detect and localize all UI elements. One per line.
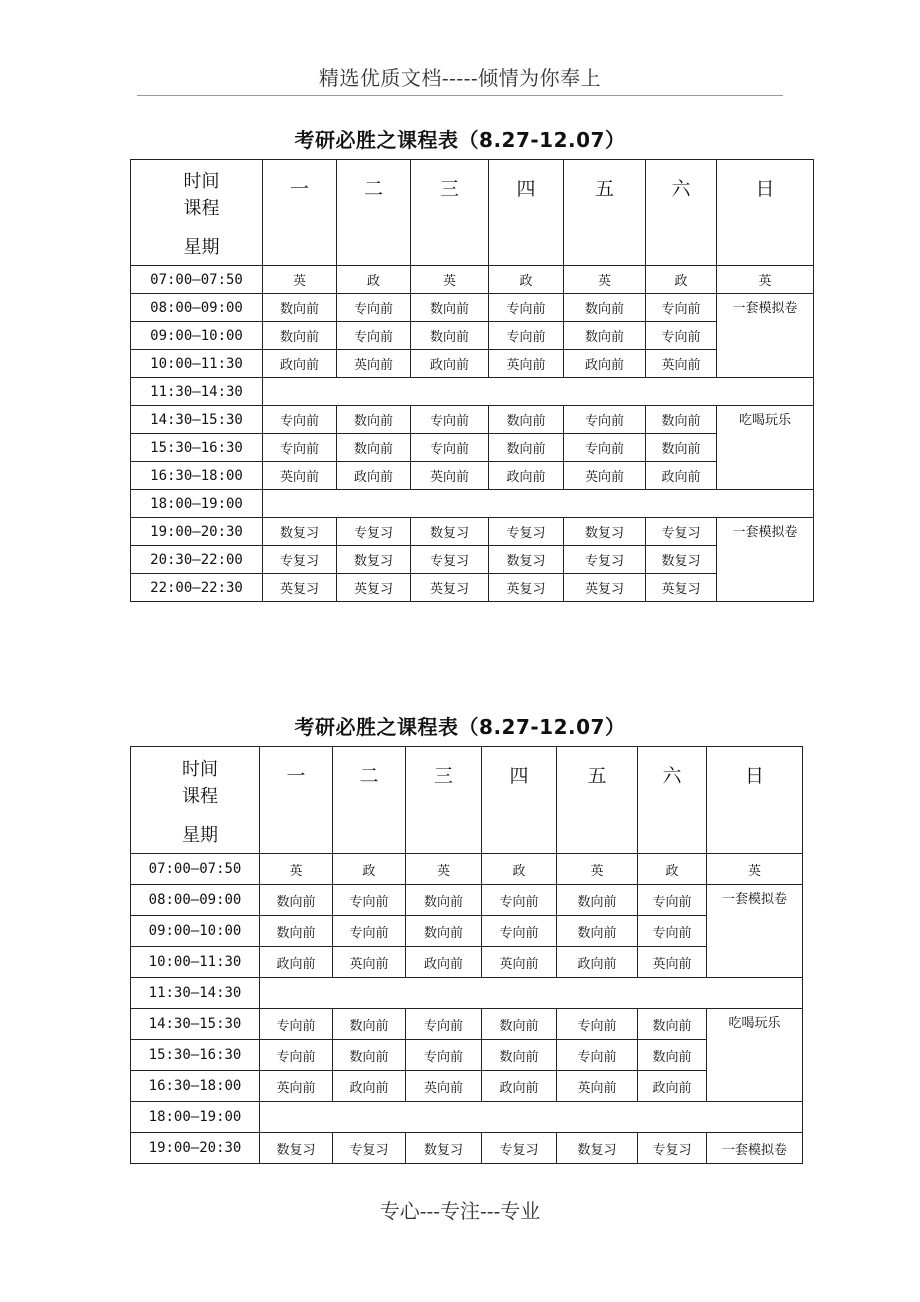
class-cell: 数向前 [557,885,638,916]
schedule-row [131,266,814,294]
corner-gap [141,810,259,822]
day-header: 六 [646,160,717,266]
class-cell: 数向前 [406,885,482,916]
day-header: 六 [638,747,707,854]
sunday-cell: 一套模拟卷 [707,1133,803,1164]
class-cell: 数向前 [411,294,489,322]
class-cell: 政 [482,854,557,885]
class-cell: 数向前 [263,322,337,350]
corner-label: 时间 [183,171,220,192]
class-cell: 英向前 [411,462,489,490]
class-cell: 专向前 [638,885,707,916]
class-cell: 专向前 [337,322,411,350]
class-cell: 数复习 [263,518,337,546]
schedule-row [131,885,803,916]
class-cell: 数向前 [333,1040,406,1071]
time-slot: 11:30—14:30 [131,978,260,1009]
schedule-table [130,159,814,602]
class-cell: 政向前 [482,1071,557,1102]
class-cell: 数复习 [260,1133,333,1164]
time-slot: 15:30—16:30 [131,1040,260,1071]
class-cell: 数向前 [646,406,717,434]
class-cell: 政 [337,266,411,294]
class-cell: 英复习 [564,574,646,602]
corner-header-cell [131,160,263,266]
class-cell: 专向前 [406,1009,482,1040]
time-slot: 15:30—16:30 [131,434,263,462]
class-cell: 数向前 [260,916,333,947]
class-cell: 英复习 [646,574,717,602]
class-cell: 数向前 [260,885,333,916]
schedule-row [131,294,814,322]
class-cell: 数向前 [333,1009,406,1040]
class-cell: 专复习 [411,546,489,574]
schedule-row [131,1133,803,1164]
schedule-row [131,518,814,546]
corner-label: 课程 [182,785,218,807]
class-cell: 英向前 [638,947,707,978]
class-cell: 英向前 [333,947,406,978]
class-cell: 数向前 [564,294,646,322]
class-cell: 政向前 [564,350,646,378]
corner-gap [141,222,262,234]
class-cell: 政向前 [333,1071,406,1102]
break-row [131,490,814,518]
class-cell: 专向前 [263,434,337,462]
header-row [131,160,814,266]
break-row [131,978,803,1009]
schedule-title: 考研必胜之课程表（8.27-12.07） [294,128,626,152]
class-cell: 英复习 [411,574,489,602]
class-cell: 英 [263,266,337,294]
corner-label: 星期 [183,237,220,258]
corner-label: 星期 [182,824,218,846]
class-cell: 政向前 [489,462,564,490]
class-cell: 英复习 [263,574,337,602]
schedule-row [131,916,803,947]
sunday-cell: 英 [717,266,814,294]
page-footer: 专心---专注---专业 [379,1199,541,1223]
class-cell: 政向前 [406,947,482,978]
class-cell: 英向前 [646,350,717,378]
schedule-row [131,546,814,574]
sunday-cell: 英 [707,854,803,885]
schedule-row [131,1071,803,1102]
class-cell: 数向前 [564,322,646,350]
class-cell: 专向前 [564,406,646,434]
time-slot: 19:00—20:30 [131,518,263,546]
class-cell: 专向前 [557,1040,638,1071]
sunday-cell: 吃喝玩乐 [717,406,814,490]
header-row [131,747,803,854]
day-header: 日 [717,160,814,266]
corner-label: 课程 [183,198,220,219]
class-cell: 专复习 [564,546,646,574]
day-header: 一 [260,747,333,854]
schedule-row [131,350,814,378]
time-slot: 14:30—15:30 [131,1009,260,1040]
day-header: 四 [489,160,564,266]
class-cell: 政向前 [337,462,411,490]
day-header: 四 [482,747,557,854]
class-cell: 数向前 [557,916,638,947]
time-slot: 16:30—18:00 [131,462,263,490]
class-cell: 专复习 [638,1133,707,1164]
class-cell: 专向前 [411,406,489,434]
class-cell: 政向前 [260,947,333,978]
class-cell: 专向前 [333,885,406,916]
corner-header-cell [131,747,260,854]
day-header: 三 [411,160,489,266]
time-slot: 18:00—19:00 [131,1102,260,1133]
time-slot: 09:00—10:00 [131,916,260,947]
class-cell: 英向前 [337,350,411,378]
class-cell: 英向前 [489,350,564,378]
class-cell: 数向前 [263,294,337,322]
class-cell: 数向前 [638,1040,707,1071]
sunday-cell: 一套模拟卷 [717,518,814,602]
page-header: 精选优质文档-----倾情为你奉上 [318,66,602,90]
class-cell: 数复习 [337,546,411,574]
class-cell: 专向前 [260,1009,333,1040]
class-cell: 政向前 [638,1071,707,1102]
schedule-row [131,322,814,350]
class-cell: 政向前 [646,462,717,490]
class-cell: 专向前 [482,916,557,947]
class-cell: 专向前 [564,434,646,462]
class-cell: 英 [411,266,489,294]
class-cell: 数向前 [638,1009,707,1040]
day-header: 二 [337,160,411,266]
class-cell: 数复习 [557,1133,638,1164]
class-cell: 专复习 [263,546,337,574]
class-cell: 英 [406,854,482,885]
day-header: 二 [333,747,406,854]
class-cell: 数复习 [406,1133,482,1164]
corner-label: 时间 [182,758,218,780]
time-slot: 08:00—09:00 [131,885,260,916]
class-cell: 政 [333,854,406,885]
time-slot: 07:00—07:50 [131,854,260,885]
class-cell: 专向前 [489,322,564,350]
class-cell: 数向前 [337,406,411,434]
time-slot: 10:00—11:30 [131,350,263,378]
sunday-cell: 一套模拟卷 [717,294,814,378]
class-cell: 专向前 [638,916,707,947]
day-header: 日 [707,747,803,854]
time-slot: 18:00—19:00 [131,490,263,518]
time-slot: 11:30—14:30 [131,378,263,406]
break-cell [260,978,803,1009]
time-slot: 14:30—15:30 [131,406,263,434]
header-divider [137,95,783,96]
schedule-row [131,947,803,978]
class-cell: 专向前 [646,322,717,350]
class-cell: 专向前 [333,916,406,947]
time-slot: 19:00—20:30 [131,1133,260,1164]
schedule-row [131,406,814,434]
class-cell: 政向前 [263,350,337,378]
class-cell: 英向前 [406,1071,482,1102]
break-cell [263,490,814,518]
time-slot: 10:00—11:30 [131,947,260,978]
day-header: 五 [557,747,638,854]
class-cell: 政 [646,266,717,294]
class-cell: 专向前 [557,1009,638,1040]
class-cell: 数向前 [406,916,482,947]
class-cell: 英 [564,266,646,294]
class-cell: 英向前 [482,947,557,978]
class-cell: 数向前 [489,434,564,462]
class-cell: 专向前 [406,1040,482,1071]
class-cell: 数复习 [411,518,489,546]
class-cell: 专向前 [646,294,717,322]
break-cell [263,378,814,406]
time-slot: 16:30—18:00 [131,1071,260,1102]
class-cell: 数向前 [337,434,411,462]
class-cell: 政 [638,854,707,885]
sunday-cell: 吃喝玩乐 [707,1009,803,1102]
class-cell: 英 [260,854,333,885]
class-cell: 数向前 [411,322,489,350]
class-cell: 英复习 [337,574,411,602]
class-cell: 英向前 [564,462,646,490]
class-cell: 专复习 [646,518,717,546]
day-header: 五 [564,160,646,266]
day-header: 一 [263,160,337,266]
class-cell: 专向前 [411,434,489,462]
schedule-title: 考研必胜之课程表（8.27-12.07） [294,715,626,739]
schedule-row [131,574,814,602]
break-row [131,1102,803,1133]
class-cell: 专复习 [337,518,411,546]
class-cell: 英复习 [489,574,564,602]
class-cell: 专向前 [489,294,564,322]
class-cell: 英向前 [263,462,337,490]
class-cell: 专复习 [482,1133,557,1164]
sunday-cell: 一套模拟卷 [707,885,803,978]
day-header: 三 [406,747,482,854]
class-cell: 英向前 [260,1071,333,1102]
schedule-row [131,434,814,462]
class-cell: 英向前 [557,1071,638,1102]
class-cell: 数向前 [646,434,717,462]
time-slot: 22:00—22:30 [131,574,263,602]
class-cell: 政向前 [557,947,638,978]
class-cell: 数复习 [489,546,564,574]
class-cell: 专复习 [489,518,564,546]
class-cell: 数向前 [482,1040,557,1071]
schedule-table [130,746,803,1164]
schedule-row [131,1040,803,1071]
class-cell: 专向前 [337,294,411,322]
time-slot: 20:30—22:00 [131,546,263,574]
class-cell: 英 [557,854,638,885]
class-cell: 政 [489,266,564,294]
schedule-row [131,462,814,490]
class-cell: 数向前 [482,1009,557,1040]
class-cell: 政向前 [411,350,489,378]
class-cell: 专向前 [482,885,557,916]
class-cell: 数向前 [489,406,564,434]
break-row [131,378,814,406]
class-cell: 专向前 [260,1040,333,1071]
time-slot: 08:00—09:00 [131,294,263,322]
schedule-row [131,1009,803,1040]
class-cell: 专向前 [263,406,337,434]
class-cell: 专复习 [333,1133,406,1164]
schedule-row [131,854,803,885]
time-slot: 07:00—07:50 [131,266,263,294]
time-slot: 09:00—10:00 [131,322,263,350]
class-cell: 数复习 [646,546,717,574]
class-cell: 数复习 [564,518,646,546]
break-cell [260,1102,803,1133]
